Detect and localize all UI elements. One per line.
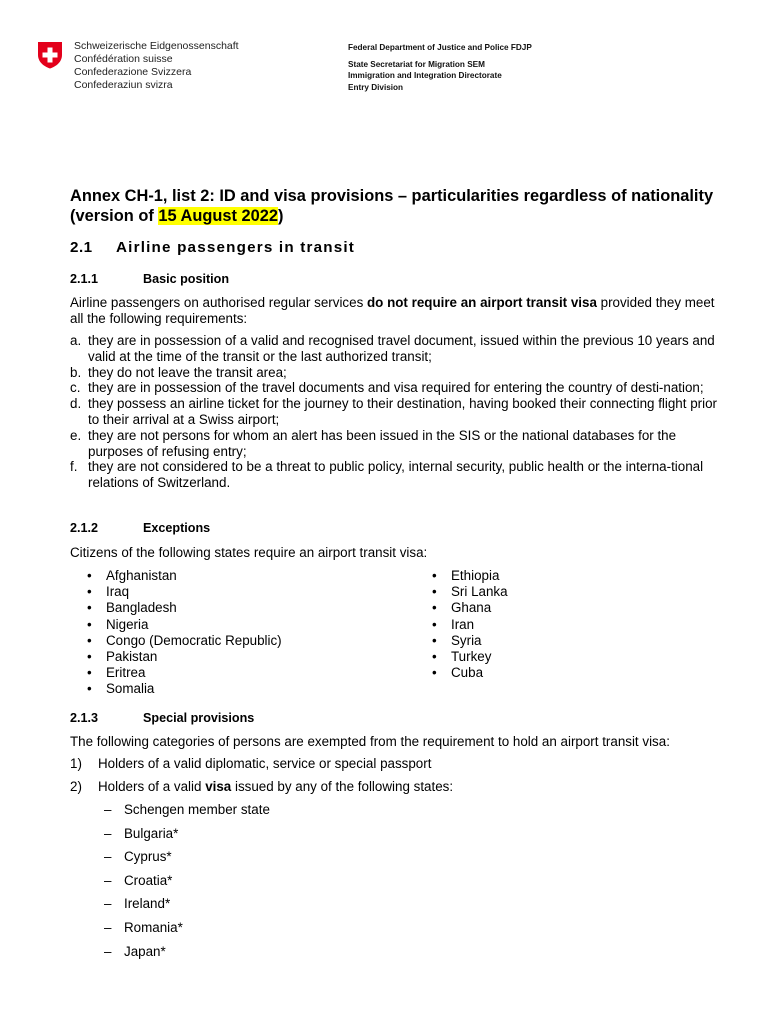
- requirement-text: they are not persons for whom an alert has been issued in the SIS or the national databases for the purposes of refusing entry;: [88, 427, 677, 459]
- visa-state-item: – Bulgaria*: [104, 825, 179, 841]
- secretariat-name: State Secretariat for Migration SEM: [348, 59, 485, 69]
- requirement-item: [70, 459, 720, 491]
- requirement-text: they are in possession of the travel documents and visa required for entering the country of desti-nation;: [88, 380, 704, 396]
- requirement-letter: e.: [70, 427, 82, 443]
- document-title: [70, 186, 730, 226]
- subsection-number: 2.1.1: [70, 272, 99, 286]
- requirement-item: [70, 396, 720, 428]
- exemption-bold-text: visa: [205, 779, 232, 794]
- exceptions-intro: Citizens of the following states require an airport transit visa:: [70, 545, 428, 560]
- visa-state-item: – Cyprus*: [104, 849, 172, 865]
- exemption-number: 1): [70, 756, 82, 771]
- country-item: • Eritrea: [87, 665, 282, 681]
- intro-bold-text: do not require an airport transit visa: [366, 295, 597, 310]
- subsection-heading-2-1-1: [70, 272, 229, 286]
- subsection-number: 2.1.2: [70, 521, 99, 535]
- country-item: • Afghanistan: [87, 568, 282, 584]
- requirement-letter: d.: [70, 396, 82, 412]
- requirement-item: [70, 428, 720, 460]
- country-item: • Ghana: [432, 600, 508, 616]
- basic-position-intro: [70, 295, 720, 327]
- country-item: • Somalia: [87, 681, 282, 697]
- confederation-name-de: Schweizerische Eidgenossenschaft: [74, 40, 239, 52]
- swiss-coat-of-arms-icon: [36, 41, 64, 69]
- requirements-list: [70, 333, 720, 491]
- requirement-text: they are not considered to be a threat to public policy, internal security, public health or the interna-tional relations of Switzerland.: [88, 459, 704, 491]
- section-heading-2-1: [70, 239, 355, 256]
- requirement-letter: a.: [70, 333, 82, 348]
- department-name: Federal Department of Justice and Police FDJP: [348, 43, 532, 52]
- subsection-title: Exceptions: [143, 521, 211, 535]
- division-name: Entry Division: [348, 82, 404, 92]
- country-item: • Nigeria: [87, 617, 282, 633]
- intro-text-end: provided they meet all the following requirements:: [70, 295, 715, 326]
- country-item: • Iraq: [87, 584, 282, 600]
- countries-list-right: [432, 568, 508, 681]
- country-item: • Iran: [432, 617, 508, 633]
- countries-list-left: [87, 568, 282, 698]
- confederation-names: [74, 40, 239, 92]
- visa-state-name: Croatia*: [124, 872, 173, 888]
- country-item: • Turkey: [432, 649, 508, 665]
- exemption-text-end: issued by any of the following states:: [231, 779, 454, 794]
- requirement-item: [70, 380, 720, 396]
- requirement-text: they are in possession of a valid and recognised travel document, issued within the previous 10 years and valid at the time of the transit or the last authorized transit;: [88, 333, 715, 364]
- exemption-number: 2): [70, 779, 82, 794]
- visa-state-item: – Croatia*: [104, 872, 173, 888]
- subsection-heading-2-1-3: [70, 711, 254, 725]
- visa-state-item: – Ireland*: [104, 896, 171, 912]
- exemption-text: Holders of a valid diplomatic, service or special passport: [98, 756, 432, 771]
- country-item: • Ethiopia: [432, 568, 508, 584]
- visa-state-item: – Schengen member state: [104, 802, 270, 817]
- section-title: Airline passengers in transit: [116, 239, 356, 256]
- visa-state-name: Cyprus*: [124, 849, 172, 865]
- country-item: • Cuba: [432, 665, 508, 681]
- exemption-item-1: [70, 756, 431, 771]
- requirement-letter: f.: [70, 459, 78, 475]
- requirement-item: [70, 333, 720, 365]
- directorate-name: Immigration and Integration Directorate: [348, 71, 502, 81]
- requirement-text: they possess an airline ticket for the journey to their destination, having booked their connecting flight prior to their arrival at a Swiss airport;: [88, 396, 717, 427]
- country-item: • Congo (Democratic Republic): [87, 633, 282, 649]
- visa-state-name: Romania*: [124, 919, 183, 935]
- subsection-number: 2.1.3: [70, 711, 99, 725]
- confederation-name-fr: Confédération suisse: [74, 53, 173, 65]
- visa-state-item: – Romania*: [104, 919, 183, 935]
- special-provisions-intro: The following categories of persons are exempted from the requirement to hold an airport transit visa:: [70, 734, 670, 749]
- visa-state-name: Bulgaria*: [124, 825, 179, 841]
- visa-states-list: [104, 802, 270, 967]
- country-item: • Syria: [432, 633, 508, 649]
- visa-state-name: Schengen member state: [124, 802, 270, 817]
- requirement-item: [70, 365, 720, 381]
- subsection-heading-2-1-2: [70, 521, 210, 535]
- confederation-name-rm: Confederaziun svizra: [74, 79, 173, 91]
- title-date-highlight: 15 August 2022: [158, 207, 278, 225]
- requirement-letter: b.: [70, 364, 82, 380]
- department-block: [348, 42, 532, 93]
- intro-text: Airline passengers on authorised regular services: [70, 295, 367, 310]
- country-item: • Sri Lanka: [432, 584, 508, 600]
- confederation-name-it: Confederazione Svizzera: [74, 66, 192, 78]
- visa-state-item: – Japan*: [104, 943, 166, 959]
- visa-state-name: Japan*: [124, 943, 166, 959]
- country-item: • Pakistan: [87, 649, 282, 665]
- section-number: 2.1: [70, 239, 93, 256]
- subsection-title: Special provisions: [143, 711, 255, 725]
- requirement-text: they do not leave the transit area;: [88, 364, 287, 380]
- exemption-item-2: [70, 779, 453, 794]
- title-text: Annex CH-1, list 2: ID and visa provisions – particularities regardless of nationality (version of: [70, 187, 714, 225]
- exemption-text: Holders of a valid: [98, 779, 206, 794]
- visa-state-name: Ireland*: [124, 896, 171, 912]
- title-closing: ): [277, 207, 284, 225]
- country-item: • Bangladesh: [87, 600, 282, 616]
- requirement-letter: c.: [70, 380, 81, 396]
- subsection-title: Basic position: [143, 272, 230, 286]
